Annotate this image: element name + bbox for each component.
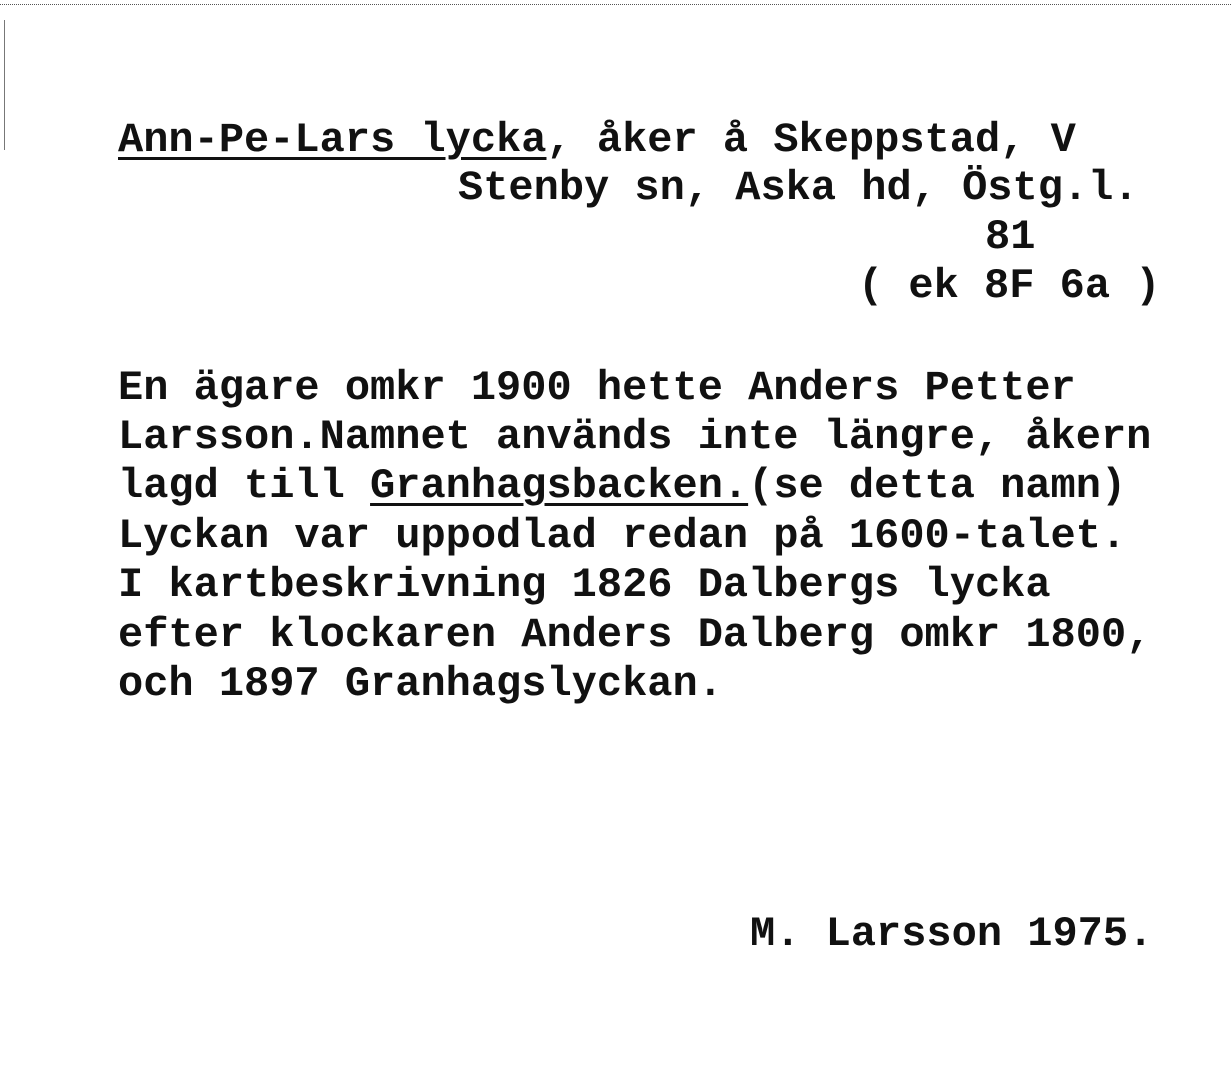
body-line-6: efter klockaren Anders Dalberg omkr 1800,: [118, 611, 1152, 659]
heading-line-2: Stenby sn, Aska hd, Östg.l.: [458, 164, 1139, 212]
cross-reference-name: Granhagsbacken.: [370, 462, 749, 510]
body-line-3-start: lagd till: [118, 462, 371, 510]
body-line-5: I kartbeskrivning 1826 Dalbergs lycka: [118, 561, 1051, 609]
place-name-title: Ann-Pe-Lars lycka: [118, 116, 547, 164]
reference-number: 81: [985, 213, 1036, 261]
card-left-edge: [4, 20, 5, 150]
heading-line-1: [118, 116, 1076, 164]
map-reference: ( ek 8F 6a ): [858, 262, 1161, 310]
body-line-3-end: (se detta namn): [748, 462, 1127, 510]
body-line-2: Larsson.Namnet används inte längre, åkern: [118, 413, 1152, 461]
body-line-1: En ägare omkr 1900 hette Anders Petter: [118, 364, 1076, 412]
card-top-edge: [0, 4, 1231, 5]
signature: M. Larsson 1975.: [750, 910, 1154, 958]
body-line-4: Lyckan var uppodlad redan på 1600-talet.: [118, 512, 1127, 560]
body-line-7: och 1897 Granhagslyckan.: [118, 660, 723, 708]
body-line-3: [118, 462, 1126, 510]
heading-description: , åker å Skeppstad, V: [546, 116, 1076, 164]
